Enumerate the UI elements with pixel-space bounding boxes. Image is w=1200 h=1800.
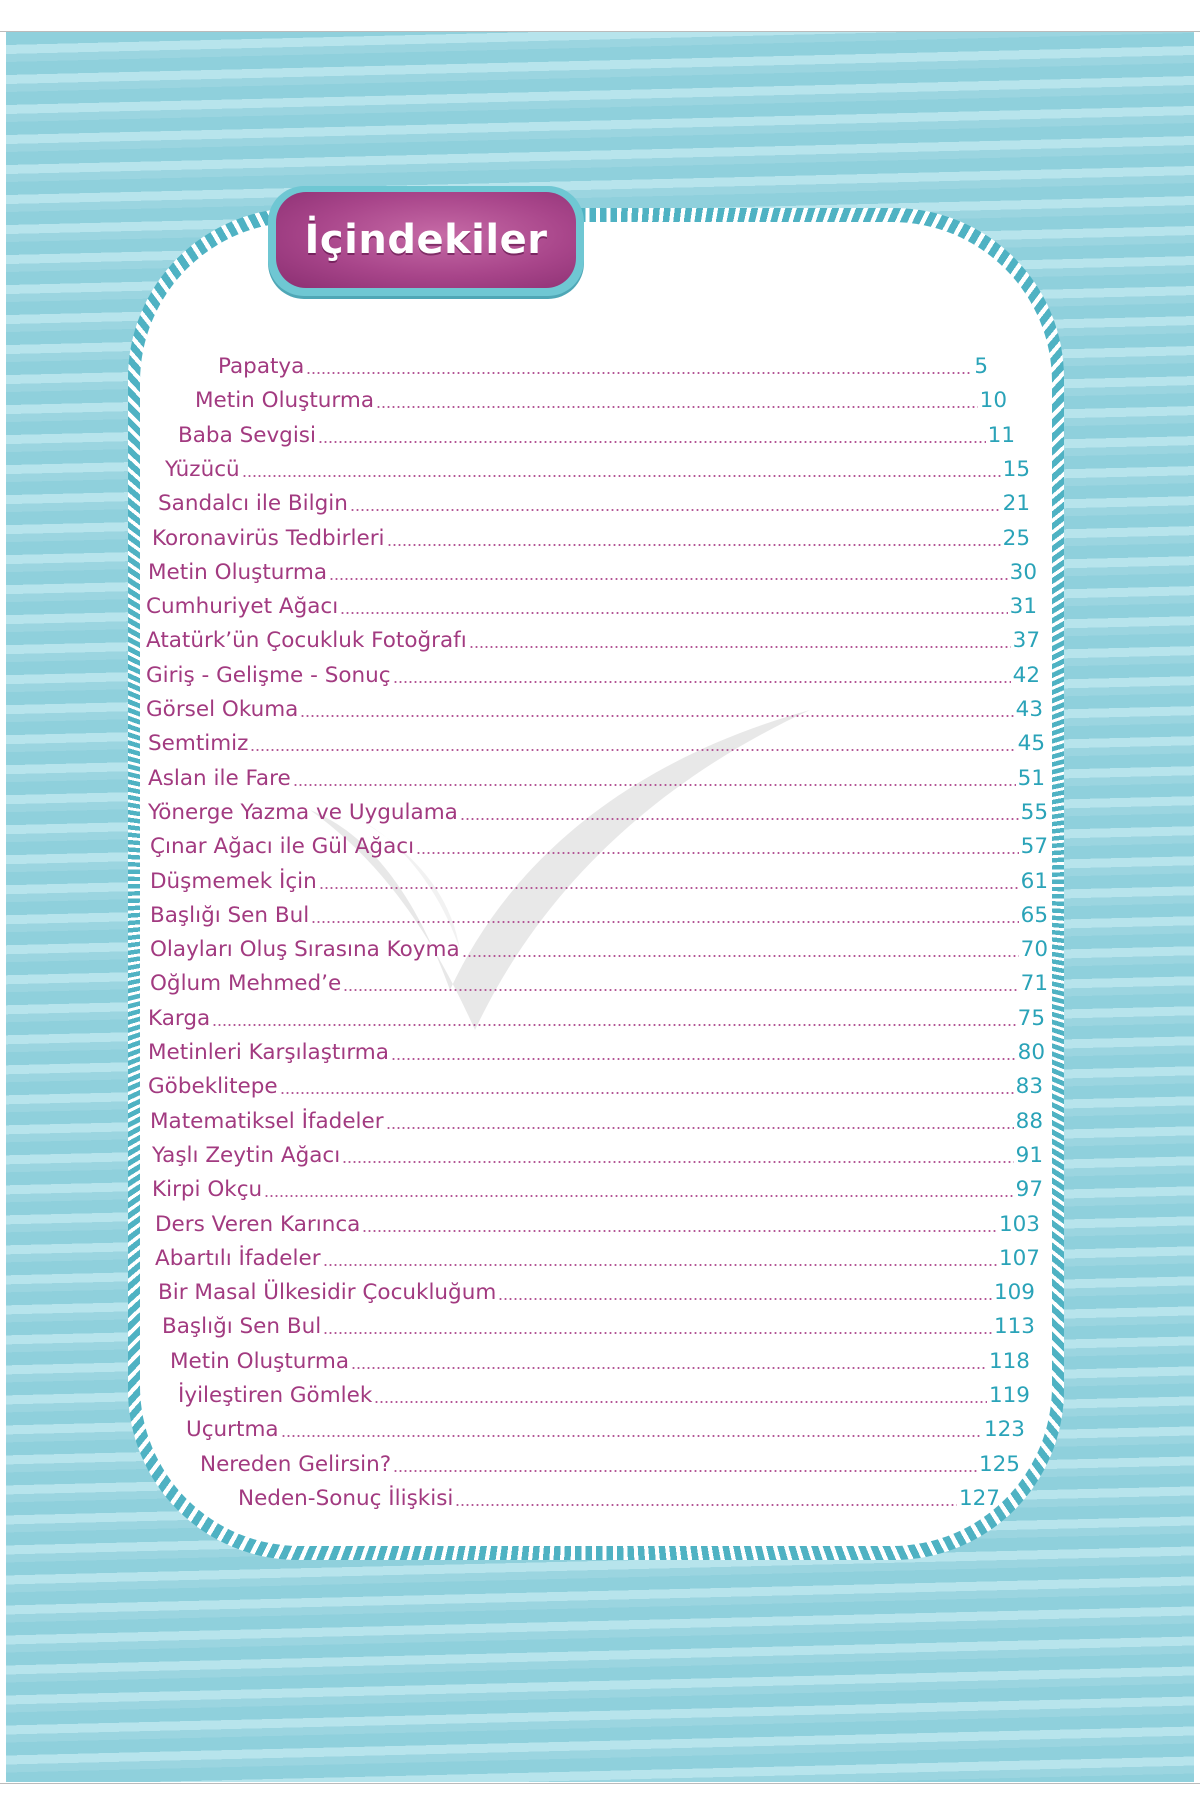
dot-leader [455,1504,957,1506]
toc-entry [152,1139,1043,1173]
dot-leader [306,372,972,374]
toc-entry-title: Başlığı Sen Bul [150,902,310,928]
toc-entry-page-number: 71 [1020,971,1048,997]
dot-leader [212,1024,1015,1026]
toc-entry-title: Olayları Oluş Sırasına Koyma [150,937,460,963]
toc-entry [152,522,1030,556]
toc-entry-title: Başlığı Sen Bul [162,1314,322,1340]
toc-entry-page-number: 31 [1009,594,1037,620]
toc-entry [152,1173,1043,1207]
toc-entry-page-number: 57 [1020,834,1048,860]
toc-entry-title: Metin Oluşturma [170,1348,350,1374]
toc-entry [148,727,1045,761]
toc-entry-page-number: 42 [1012,662,1040,688]
dot-leader [387,544,1001,546]
toc-entry-page-number: 37 [1012,628,1040,654]
toc-entry [150,933,1048,967]
toc-entry-page-number: 107 [998,1245,1040,1271]
dot-leader [300,715,1013,717]
toc-entry-page-number: 61 [1020,868,1048,894]
toc-entry [238,1482,1000,1516]
toc-entry-page-number: 51 [1017,765,1045,791]
toc-entry [158,487,1030,521]
toc-entry-page-number: 118 [988,1348,1030,1374]
toc-entry-title: Matematiksel İfadeler [150,1108,384,1134]
dot-leader [462,955,1019,957]
toc-entry-page-number: 88 [1015,1108,1043,1134]
dot-leader [311,921,1018,923]
toc-entry [165,453,1030,487]
dot-leader [340,612,1007,614]
toc-entry [148,796,1048,830]
dot-leader [293,784,1016,786]
toc-entry [218,350,988,384]
toc-entry [186,1413,1025,1447]
dot-leader [391,1058,1016,1060]
toc-entry-page-number: 25 [1002,525,1030,551]
dot-leader [350,509,1001,511]
toc-entry [150,830,1048,864]
toc-entry [155,1242,1040,1276]
toc-entry [146,624,1040,658]
toc-entry [150,899,1048,933]
toc-entry-title: İyileştiren Gömlek [178,1383,373,1408]
dot-leader [374,1401,987,1403]
toc-entry [146,693,1043,727]
toc-entry-title: Metinleri Karşılaştırma [148,1040,389,1065]
toc-entry [155,1208,1040,1242]
dot-leader [351,1367,987,1369]
toc-entry-title: Papatya [218,354,305,379]
dot-leader [386,1127,1014,1129]
toc-entry-page-number: 21 [1002,491,1030,517]
toc-entry-title: Baba Sevgisi [178,422,316,448]
dot-leader [376,406,978,408]
toc-entry-title: Düşmemek İçin [150,868,317,894]
dot-leader [281,1435,982,1437]
toc-entry-title: Sandalcı ile Bilgin [158,491,348,517]
toc-entry-page-number: 97 [1015,1177,1043,1203]
page-title: İçindekiler [304,217,548,263]
toc-entry [178,419,1015,453]
toc-entry-title: Neden-Sonuç İlişkisi [238,1485,454,1511]
toc-entry [148,556,1037,590]
toc-entry-title: Oğlum Mehmed’e [150,971,342,997]
toc-entry-title: Karga [148,1005,211,1031]
toc-entry-title: Koronavirüs Tedbirleri [152,525,385,551]
toc-entry [148,762,1045,796]
toc-entry-title: Giriş - Gelişme - Sonuç [146,662,391,688]
toc-entry-title: Görsel Okuma [146,697,299,722]
toc-entry-page-number: 83 [1015,1074,1043,1100]
dot-leader [250,749,1015,751]
dot-leader [342,1161,1013,1163]
toc-entry-title: Yaşlı Zeytin Ağacı [152,1142,341,1168]
dot-leader [280,1092,1014,1094]
toc-entry [148,1070,1043,1104]
toc-entry-page-number: 55 [1020,799,1048,825]
dot-leader [318,441,986,443]
toc-entry-page-number: 119 [988,1383,1030,1408]
toc-entry [162,1310,1035,1344]
toc-entry-title: Uçurtma [186,1417,279,1443]
dot-leader [469,646,1011,648]
toc-entry-title: Nereden Gelirsin? [200,1451,392,1477]
toc-entry-title: Metin Oluşturma [148,559,328,585]
title-badge [276,192,576,288]
toc-entry [150,1105,1043,1139]
toc-entry [158,1276,1035,1310]
toc-entry [200,1448,1020,1482]
toc-entry-title: Ders Veren Karınca [155,1211,361,1237]
toc-entry-page-number: 43 [1015,697,1043,722]
toc-entry-page-number: 127 [958,1485,1000,1511]
toc-entry-title: Çınar Ağacı ile Gül Ağacı [150,834,415,860]
toc-entry [148,1002,1045,1036]
toc-entry-page-number: 45 [1017,731,1045,757]
dot-leader [460,818,1019,820]
toc-entry-page-number: 10 [979,388,1007,414]
toc-entry-page-number: 125 [978,1451,1020,1477]
toc-entry [150,865,1048,899]
dot-leader [264,1195,1013,1197]
dot-leader [498,1298,992,1300]
toc-entry [150,967,1048,1001]
toc-entry-title: Göbeklitepe [148,1074,278,1100]
toc-entry-page-number: 91 [1015,1142,1043,1168]
toc-entry-page-number: 75 [1017,1005,1045,1031]
toc-entry-page-number: 30 [1009,559,1037,585]
toc-entry-page-number: 103 [998,1211,1040,1237]
dot-leader [393,1470,977,1472]
crop-line-bottom [0,1783,1200,1784]
toc-entry-title: Yönerge Yazma ve Uygulama [148,799,458,825]
toc-entry-title: Cumhuriyet Ağacı [146,594,339,620]
dot-leader [323,1332,992,1334]
toc-entry-page-number: 123 [983,1417,1025,1443]
toc-entry-page-number: 65 [1020,902,1048,928]
toc-entry [146,659,1040,693]
toc-entry [178,1379,1030,1413]
toc-entry [170,1345,1030,1379]
toc-entry-page-number: 80 [1017,1040,1045,1065]
toc-entry-page-number: 11 [987,422,1015,448]
toc-entry-title: Abartılı İfadeler [155,1245,321,1271]
toc-entry [148,1036,1045,1070]
toc-entry-page-number: 109 [993,1280,1035,1306]
dot-leader [393,681,1011,683]
toc-entry-page-number: 15 [1002,456,1030,482]
toc-entry-title: Bir Masal Ülkesidir Çocukluğum [158,1280,497,1306]
toc-entry-title: Aslan ile Fare [148,765,291,791]
toc-entry [195,384,1007,418]
dot-leader [343,989,1018,991]
toc-entry-page-number: 113 [993,1314,1035,1340]
toc-entry-title: Atatürk’ün Çocukluk Fotoğrafı [146,628,467,654]
toc-entry [146,590,1037,624]
toc-entry-page-number: 5 [974,354,988,379]
toc-entry-title: Semtimiz [148,731,249,757]
toc-entry-title: Kirpi Okçu [152,1177,263,1203]
toc-entry-page-number: 70 [1020,937,1048,963]
dot-leader [362,1230,997,1232]
dot-leader [323,1264,997,1266]
dot-leader [416,852,1019,854]
dot-leader [242,475,1001,477]
toc-entry-title: Yüzücü [165,456,240,482]
dot-leader [319,887,1019,889]
dot-leader [329,578,1008,580]
toc-entry-title: Metin Oluşturma [195,388,375,414]
